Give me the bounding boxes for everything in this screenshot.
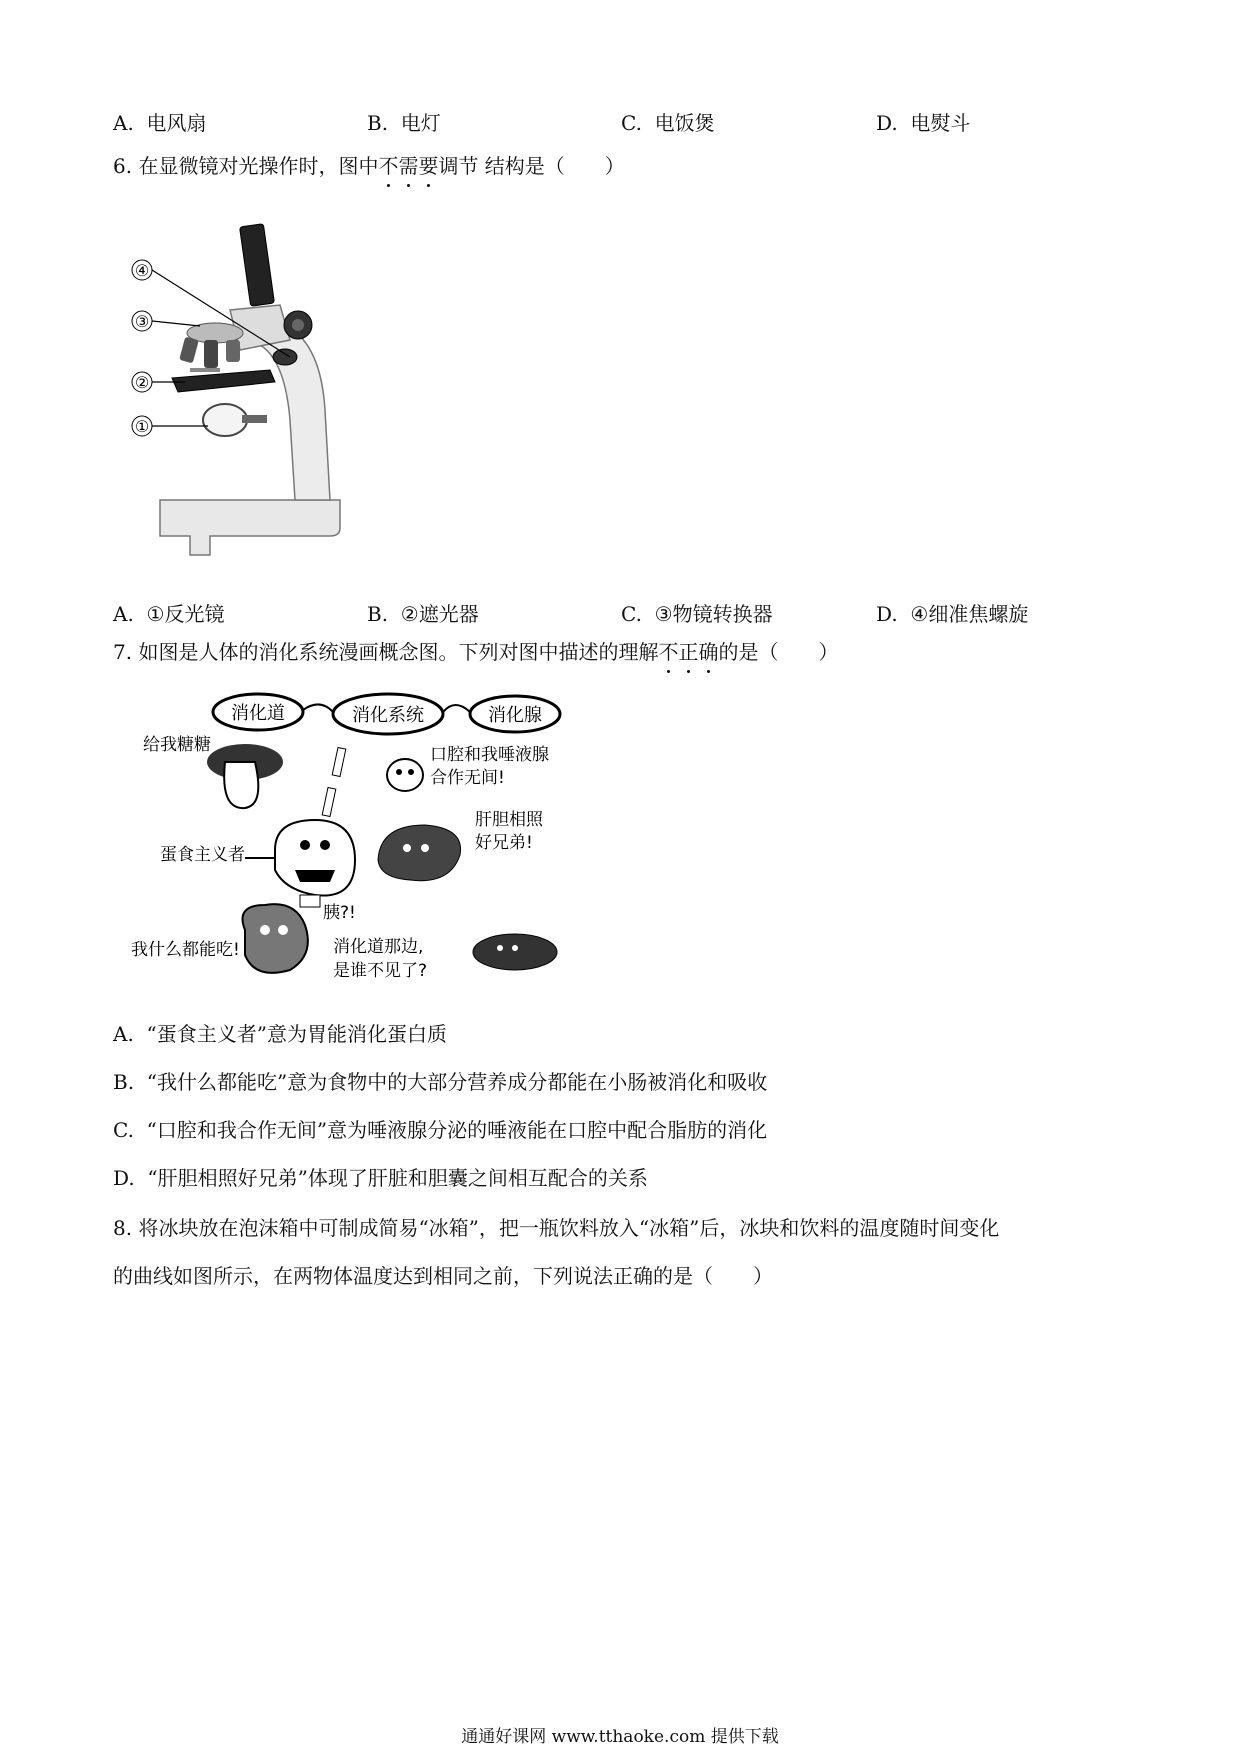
emphasis-char: 正 (678, 640, 699, 664)
q6-option-b: B. ②遮光器 (367, 602, 479, 626)
missing-speech-1: 消化道那边, (333, 937, 424, 957)
salivary-speech-2: 合作无间! (430, 768, 505, 788)
q5-option-c: C. 电饭煲 (621, 111, 715, 135)
microscope-figure (130, 210, 360, 565)
stomach-speech: 蛋食主义者 (160, 845, 245, 865)
emphasis-char: 不 (378, 154, 399, 178)
microscope-arm (260, 320, 330, 500)
q5-option-a: A. 电风扇 (113, 111, 207, 135)
q8-stem-line2: 的曲线如图所示，在两物体温度达到相同之前，下列说法正确的是（ ） (113, 1264, 773, 1288)
emphasis-char: 需 (398, 154, 419, 178)
intestine-speech: 我什么都能吃! (131, 940, 240, 960)
q5-option-b: B. 电灯 (367, 111, 441, 135)
node-digestive-system: 消化系统 (352, 705, 424, 726)
small-intestine (243, 904, 308, 973)
pancreas-speech: 胰?! (323, 903, 356, 923)
mouth-speech: 给我糖糖 (143, 735, 211, 755)
eyepiece (240, 224, 275, 307)
q7-option-c: C. “口腔和我合作无间”意为唾液腺分泌的唾液能在口腔中配合脂肪的消化 (113, 1118, 768, 1142)
q6-option-a: A. ①反光镜 (113, 602, 225, 626)
salivary-gland (387, 759, 423, 791)
label-2: ② (134, 373, 150, 392)
stage (172, 370, 275, 392)
mirror (203, 404, 247, 436)
pancreas-figure (473, 934, 557, 970)
label-1: ① (134, 417, 150, 436)
q7-stem: 7. 如图是人体的消化系统漫画概念图。下列对图中描述的理解不正确的是（ ） (113, 640, 839, 664)
q7-option-b: B. “我什么都能吃”意为食物中的大部分营养成分都能在小肠被消化和吸收 (113, 1070, 768, 1094)
liver-speech-2: 好兄弟! (475, 833, 533, 853)
label-4: ④ (134, 261, 150, 280)
digestive-system-cartoon (125, 690, 595, 1000)
page-footer: 通通好课网 www.tthaoke.com 提供下载 (461, 1727, 779, 1747)
node-digestive-tract: 消化道 (231, 703, 285, 724)
q6-option-c: C. ③物镜转换器 (621, 602, 773, 626)
emphasis-char: 确 (698, 640, 719, 664)
fine-adjustment-knob (273, 349, 297, 365)
microscope-base (160, 500, 340, 555)
emphasis-char: 要 (418, 154, 439, 178)
q6-option-d: D. ④细准焦螺旋 (876, 602, 1029, 626)
q7-option-a: A. “蛋食主义者”意为胃能消化蛋白质 (113, 1022, 447, 1046)
stomach (275, 820, 355, 896)
q5-option-d: D. 电熨斗 (876, 111, 971, 135)
tongue (224, 762, 258, 808)
node-digestive-gland: 消化腺 (488, 705, 542, 726)
label-3: ③ (134, 312, 150, 331)
liver (378, 825, 461, 881)
missing-speech-2: 是谁不见了? (333, 961, 428, 981)
q7-option-d: D. “肝胆相照好兄弟”体现了肝脏和胆囊之间相互配合的关系 (113, 1166, 648, 1190)
q6-stem: 6. 在显微镜对光操作时，图中不需要调节 结构是（ ） (113, 154, 625, 178)
liver-speech-1: 肝胆相照 (475, 810, 543, 830)
emphasis-char: 不 (658, 640, 679, 664)
q8-stem-line1: 8. 将冰块放在泡沫箱中可制成简易“冰箱”，把一瓶饮料放入“冰箱”后，冰块和饮料的温度随时间变化 (113, 1216, 1000, 1240)
salivary-speech-1: 口腔和我唾液腺 (430, 745, 549, 765)
